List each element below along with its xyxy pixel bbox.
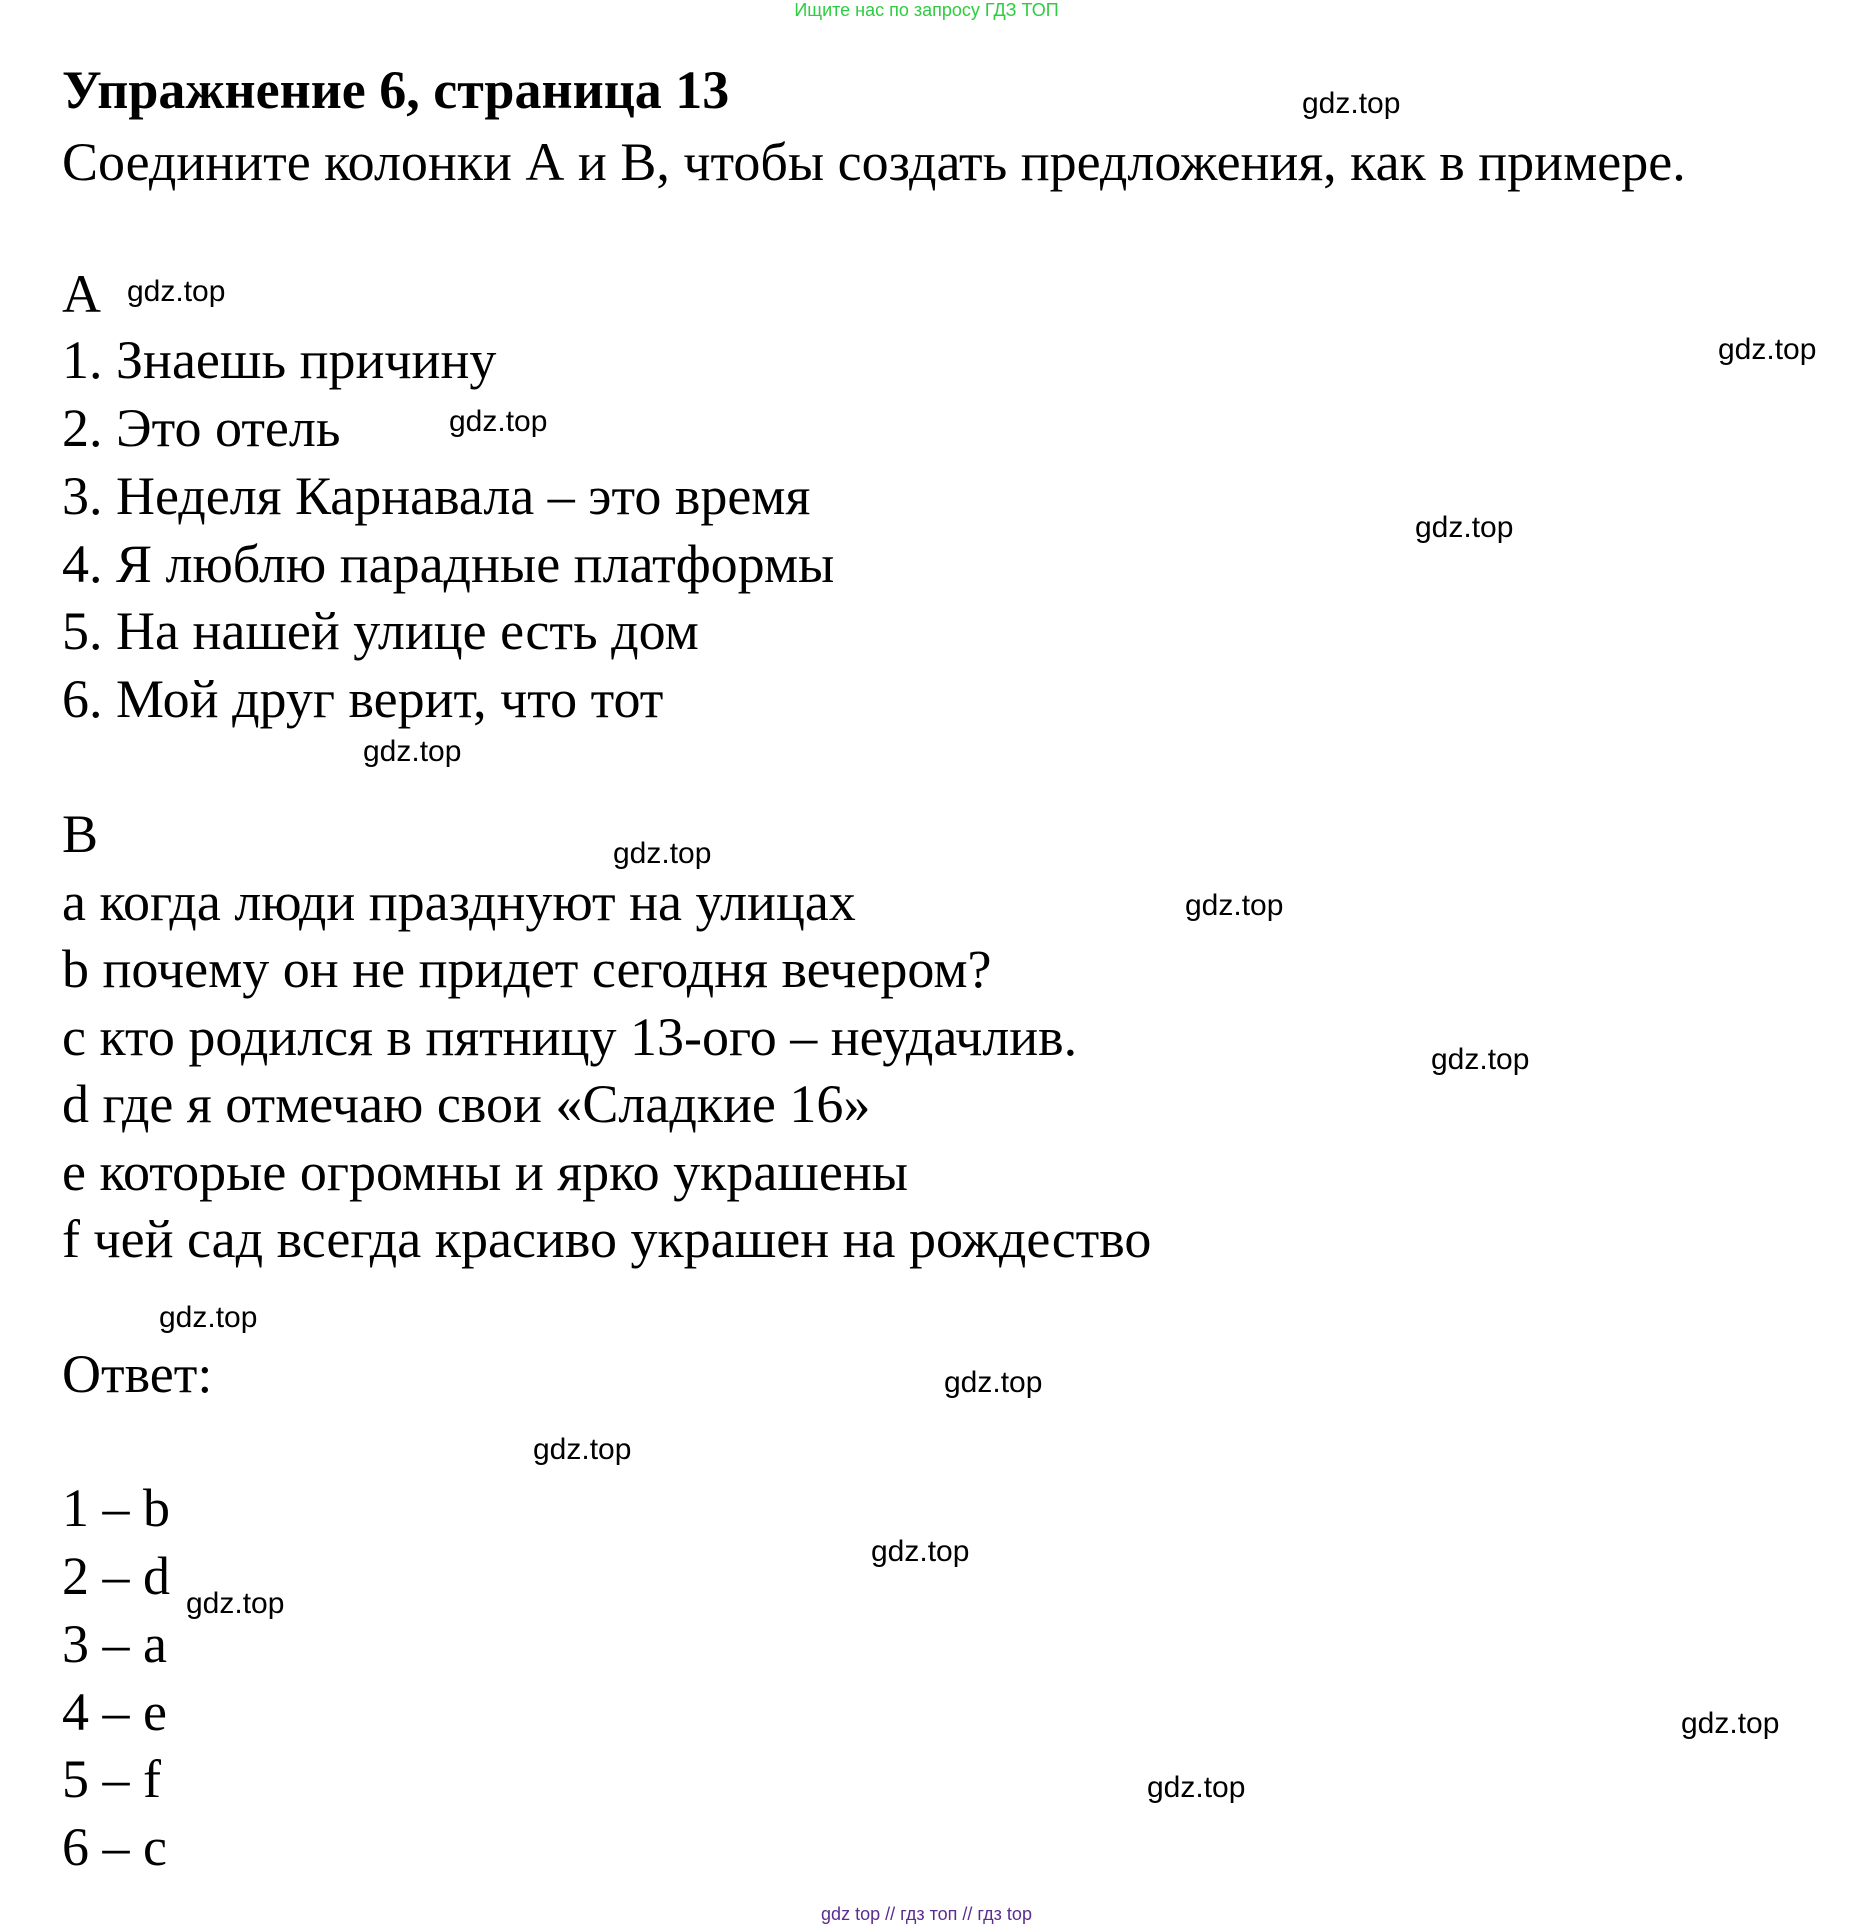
watermark: gdz.top xyxy=(159,1301,258,1334)
column-b-item: e которые огромны и ярко украшены xyxy=(62,1142,909,1202)
answer-heading: Ответ: xyxy=(62,1344,213,1404)
column-b-heading: В xyxy=(62,804,99,864)
watermark: gdz.top xyxy=(363,735,462,768)
column-b-item: b почему он не придет сегодня вечером? xyxy=(62,939,992,999)
page-title: Упражнение 6, страница 13 xyxy=(62,60,730,120)
column-a-item: 5. На нашей улице есть дом xyxy=(62,601,699,661)
column-a-item: 1. Знаешь причину xyxy=(62,330,497,390)
column-a-item: 4. Я люблю парадные платформы xyxy=(62,534,835,594)
watermark: gdz.top xyxy=(944,1366,1043,1399)
watermark: gdz.top xyxy=(1681,1707,1780,1740)
column-a-item: 2. Это отель xyxy=(62,398,341,458)
watermark: gdz.top xyxy=(871,1535,970,1568)
watermark: gdz.top xyxy=(186,1587,285,1620)
watermark: gdz.top xyxy=(127,275,226,308)
answer-item: 6 – c xyxy=(62,1817,167,1877)
watermark: gdz.top xyxy=(449,405,548,438)
watermark: gdz.top xyxy=(1302,87,1401,120)
column-b-item: c кто родился в пятницу 13-ого – неудачлив. xyxy=(62,1007,1078,1067)
watermark: gdz.top xyxy=(1718,333,1817,366)
answer-item: 3 – a xyxy=(62,1614,167,1674)
top-banner: Ищите нас по запросу ГДЗ ТОП xyxy=(794,0,1059,20)
watermark: gdz.top xyxy=(1185,889,1284,922)
footer-credits: gdz top // гдз топ // гдз top xyxy=(821,1904,1032,1924)
answer-item: 2 – d xyxy=(62,1546,170,1606)
column-a-item: 6. Мой друг верит, что тот xyxy=(62,669,664,729)
column-b-item: d где я отмечаю свои «Сладкие 16» xyxy=(62,1074,871,1134)
answer-item: 5 – f xyxy=(62,1749,161,1809)
answer-item: 4 – e xyxy=(62,1682,167,1742)
column-a-item: 3. Неделя Карнавала – это время xyxy=(62,466,811,526)
watermark: gdz.top xyxy=(613,837,712,870)
column-b-item: f чей сад всегда красиво украшен на рождество xyxy=(62,1209,1152,1269)
column-a-heading: А xyxy=(62,264,101,324)
watermark: gdz.top xyxy=(1431,1043,1530,1076)
column-b-item: a когда люди празднуют на улицах xyxy=(62,872,856,932)
watermark: gdz.top xyxy=(1415,511,1514,544)
answer-item: 1 – b xyxy=(62,1478,170,1538)
watermark: gdz.top xyxy=(533,1433,632,1466)
task-instruction: Соедините колонки А и В, чтобы создать предложения, как в примере. xyxy=(62,132,1686,192)
watermark: gdz.top xyxy=(1147,1771,1246,1804)
